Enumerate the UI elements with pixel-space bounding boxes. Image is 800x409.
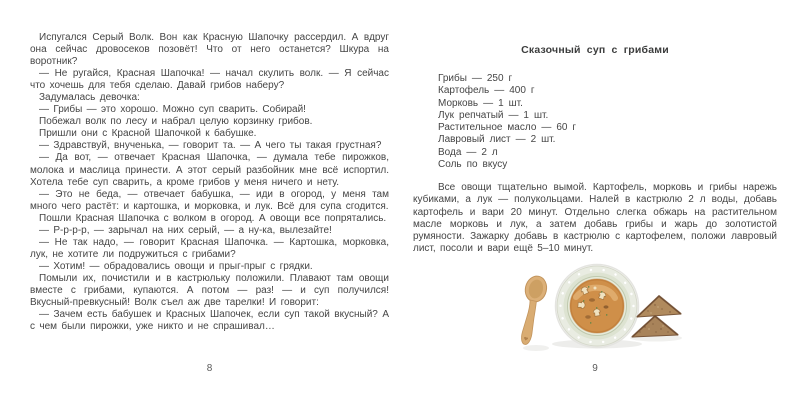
story-paragraph: Побежал волк по лесу и набрал целую корзинку грибов. <box>39 116 313 128</box>
ingredients-list <box>413 73 777 171</box>
story-paragraph: — Не так надо, — говорит Красная Шапочка. — Картошка, морковка, лук, не хотите ли подружиться с грибами? <box>30 236 389 260</box>
ingredient-item: Соль по вкусу <box>438 159 508 171</box>
left-page <box>30 32 389 333</box>
story-paragraph: — Это не беда, — отвечает бабушка, — иди в огород, у меня там много чего растёт: и картошка, и морковка, и лук. Всё для супа сгодится. <box>30 188 389 212</box>
recipe-title: Сказочный суп с грибами <box>521 44 669 56</box>
story-paragraph: Пришли они с Красной Шапочкой к бабушке. <box>39 128 257 140</box>
soup-illustration <box>495 262 705 357</box>
story-paragraph: Пошли Красная Шапочка с волком в огород. А овощи все попрятались. <box>39 212 387 224</box>
ingredient-item: Лавровый лист — 2 шт. <box>438 134 556 146</box>
soup-bowl-icon <box>556 265 639 348</box>
wooden-spoon-icon <box>513 274 549 346</box>
ingredient-item: Лук репчатый — 1 шт. <box>438 109 549 121</box>
story-paragraph: Испугался Серый Волк. Вон как Красную Шапочку рассердил. А вдруг она сейчас дровосеков позовёт! Что от него останется? Шкура на воротник? <box>30 32 389 68</box>
ingredient-item: Вода — 2 л <box>438 146 498 158</box>
page-number-left: 8 <box>206 363 213 374</box>
bread-slices-icon <box>632 296 681 337</box>
ingredient-item: Растительное масло — 60 г <box>438 122 577 134</box>
right-page <box>413 0 777 255</box>
story-paragraph: — Хотим! — обрадовались овощи и прыг-прыг с грядки. <box>39 260 313 272</box>
page-number-right: 9 <box>592 363 598 374</box>
story-paragraph: — Зачем есть бабушек и Красных Шапочек, если суп такой вкусный? А с чем были пирожки, уже никто и не спрашивал… <box>30 309 389 333</box>
story-paragraph: — Здравствуй, внученька, — говорит та. — А чего ты такая грустная? <box>39 140 382 152</box>
ingredient-item: Грибы — 250 г <box>438 73 513 84</box>
ingredient-item: Морковь — 1 шт. <box>438 97 523 109</box>
recipe-instructions: Все овощи тщательно вымой. Картофель, морковь и грибы нарежь кубиками, а лук — полукольцами. Налей в кастрюлю 2 л воды, добавь картофель и вари 20 минут. Отдельно слегка обжарь на растительном масле морковь и лук, а затем добавь грибы и жарь до золотистой румяности. Зажарку добавь в кастрюлю с картофелем, положи лавровый лист, посоли и вари ещё 5–10 минут. <box>413 182 777 254</box>
story-paragraph: — Не ругайся, Красная Шапочка! — начал скулить волк. — Я сейчас что хочешь для тебя сделаю. Давай грибов наберу? <box>30 68 389 92</box>
story-paragraph: — Р-р-р-р, — зарычал на них серый, — а ну-ка, вылезайте! <box>39 224 332 236</box>
story-paragraph: — Грибы — это хорошо. Можно суп сварить. Собирай! <box>39 104 306 116</box>
ingredient-item: Картофель — 400 г <box>438 85 535 97</box>
story-paragraph: Задумалась девочка: <box>39 92 140 104</box>
story-paragraph: — Да вот, — отвечает Красная Шапочка, — думала тебе пирожков, молока и маслица принести. А этот серый разбойник мне всё испортил. Хотела тебе суп сварить, а кроме грибов у меня ничего и нету. <box>30 152 389 188</box>
spoon-shadow <box>523 345 549 351</box>
story-text <box>30 32 389 333</box>
story-paragraph: Помыли их, почистили и в кастрюльку положили. Плавают там овощи вместе с грибами, купаются. А потом — раз! — и суп получился! Вкусный-превкусный! Волк съел аж две тарелки! И говорит: <box>30 272 389 309</box>
